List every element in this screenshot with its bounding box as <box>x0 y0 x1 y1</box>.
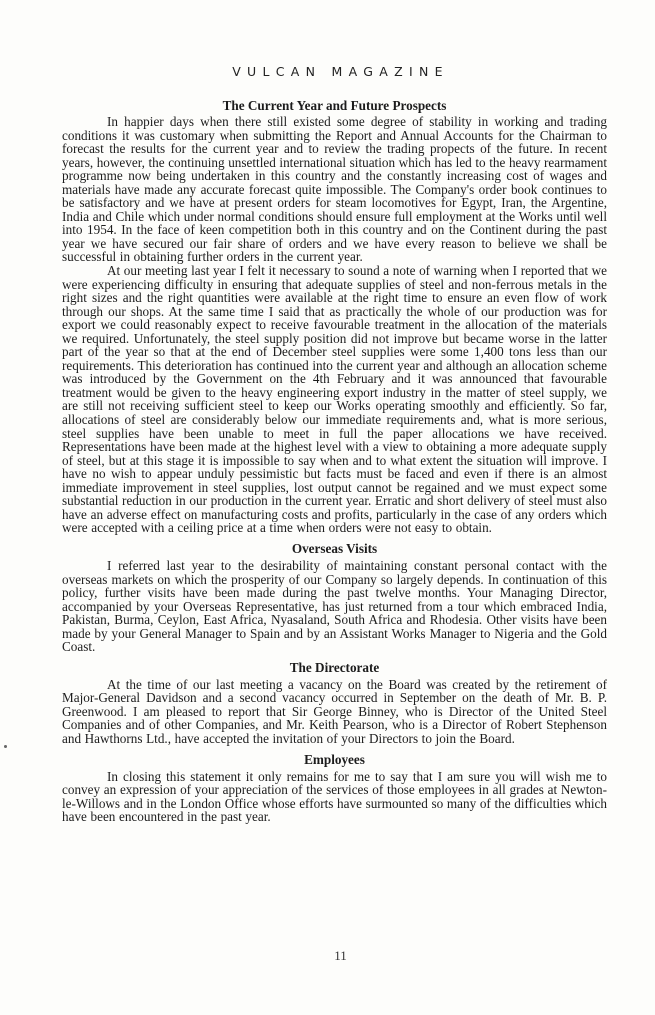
paragraph: In closing this statement it only remains for me to say that I am sure you will wish me to convey an expression of your appreciation of the services of those employees in all grades at Newton-le-Willows and in the London Office whose efforts have surmounted so many of the difficulties which have been encountered in the past year. <box>62 768 607 825</box>
paragraph: In happier days when there still existed some degree of stability in working and trading conditions it was customary when submitting the Report and Annual Accounts for the Chairman to forecast the results for the current year and to review the trading propects of the future. In recent years, however, the continuing unsettled international situation which has led to the heavy rearmament programme now being undertaken in this country and the constantly increasing cost of wages and materials have made any accurate forecast quite impossible. The Company's order book continues to be satisfactory and we have at present orders for steam locomotives for Egypt, Iran, the Argentine, India and Chile which under normal conditions should ensure full employment at the Works until well into 1954. In the face of keen competition both in this country and on the Continent during the past year we have secured our fair share of orders and we have every reason to believe we shall be successful in obtaining further orders in the current year. <box>62 114 607 265</box>
section-employees <box>62 753 607 824</box>
masthead: VULCAN MAGAZINE <box>232 64 449 79</box>
article-body <box>62 99 607 824</box>
section-heading: The Directorate <box>289 659 380 675</box>
section-overseas-visits <box>62 542 607 654</box>
paragraph: I referred last year to the desirability of maintaining constant personal contact with the overseas markets on which the prosperity of our Company so largely depends. In continuation of this policy, further visits have been made during the past twelve months. Your Managing Director, accompanied by your Overseas Representative, has just returned from a tour which embraced India, Pakistan, Burma, Ceylon, East Africa, Nyasaland, South Africa and Rhodesia. Other visits have been made by your General Manager to Spain and by an Assistant Works Manager to Nigeria and the Gold Coast. <box>62 557 607 655</box>
section-directorate <box>62 661 607 746</box>
section-current-year <box>62 99 607 535</box>
page-number: 11 <box>334 948 347 963</box>
section-heading: Overseas Visits <box>291 540 378 556</box>
section-heading: The Current Year and Future Prospects <box>222 98 447 113</box>
paragraph: At the time of our last meeting a vacancy on the Board was created by the retirement of Major-General Davidson and a second vacancy occurred in September on the death of Mr. B. P. Greenwood. I am pleased to report that Sir George Binney, who is Director of the United Steel Companies and of other Companies, and Mr. Keith Pearson, who is a Director of Robert Stephenson and Hawthorns Ltd., have accepted the invitation of your Directors to join the Board. <box>62 676 607 746</box>
paragraph: At our meeting last year I felt it necessary to sound a note of warning when I reported that we were experiencing difficulty in ensuring that adequate supplies of steel and non-ferrous metals in the right sizes and the right quantities were available at the right time to ensure an even flow of work through our shops. At the same time I said that as practically the whole of our production was for export we could reasonably expect to receive favourable treatment in the allocation of the materials we required. Unfortunately, the steel supply position did not improve but became worse in the latter part of the year so that at the end of December steel supplies were some 1,400 tons less than our requirements. This deterioration has continued into the current year and although an allocation scheme was introduced by the Government on the 4th February and it was announced that favourable treatment would be given to the heavy engineering export industry in the matter of steel supply, we are still not receiving sufficient steel to keep our Works operating smoothly and efficiently. So far, allocations of steel are considerably below our immediate requirements and, what is more serious, steel supplies have been unable to meet in full the paper allocations we have received. Representations have been made at the highest level with a view to obtaining a more adequate supply of steel, but at this stage it is impossible to say when and to what extent the situation will improve. I have no wish to appear unduly pessimistic but facts must be faced and even if there is an almost immediate improvement in steel supplies, lost output cannot be regained and we must expect some substantial reduction in our production in the current year. Erratic and short delivery of steel must also have an adverse effect on manufacturing costs and profits, particularly in the case of any orders which were accepted with a ceiling price at a time when orders were not easy to obtain. <box>62 263 607 536</box>
section-heading: Employees <box>304 751 365 767</box>
scan-artifact <box>4 745 7 748</box>
